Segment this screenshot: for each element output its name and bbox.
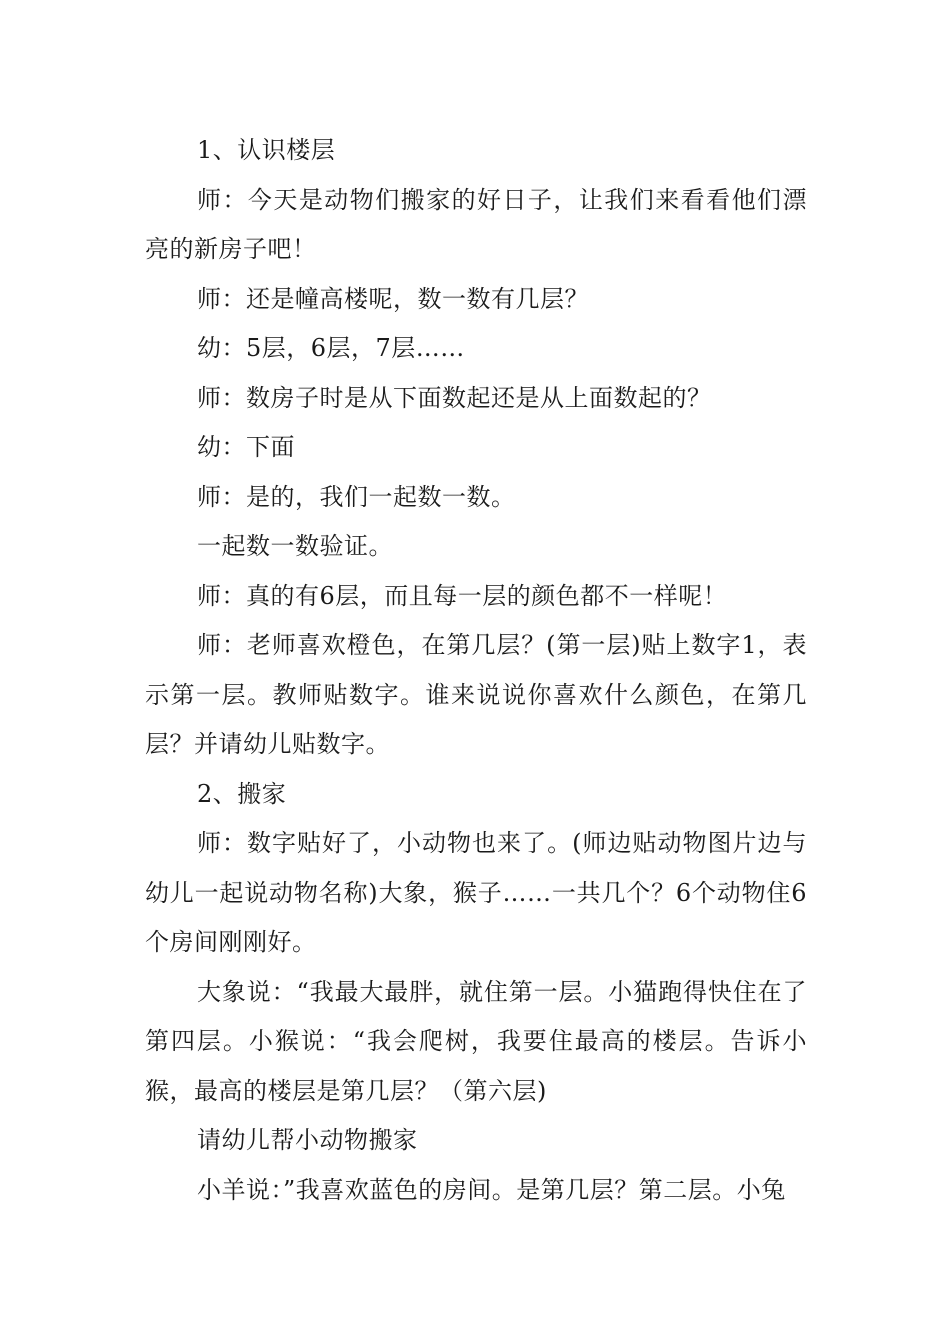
paragraph: 请幼儿帮小动物搬家 bbox=[197, 1126, 418, 1154]
paragraph: 幼：5层，6层，7层…… bbox=[197, 334, 465, 362]
paragraph: 小羊说：”我喜欢蓝色的房间。是第几层？第二层。小兔 bbox=[197, 1175, 786, 1204]
section-heading-recognize-floors: 1、认识楼层 bbox=[197, 136, 336, 164]
paragraph: 一起数一数验证。 bbox=[197, 532, 393, 560]
paragraph: 师：是的，我们一起数一数。 bbox=[197, 482, 516, 511]
paragraph: 师：老师喜欢橙色，在第几层？(第一层)贴上数字1，表示第一层。教师贴数字。谁来说说你喜欢什么颜色，在第几层？并请幼儿贴数字。 bbox=[145, 631, 807, 758]
paragraph: 幼：下面 bbox=[197, 433, 295, 461]
paragraph: 师：今天是动物们搬家的好日子，让我们来看看他们漂亮的新房子吧！ bbox=[145, 185, 807, 263]
document-body bbox=[145, 126, 807, 1215]
section-heading-moving: 2、搬家 bbox=[197, 779, 287, 808]
paragraph: 师：数字贴好了，小动物也来了。(师边贴动物图片边与幼儿一起说动物名称)大象，猴子……一共几个？6个动物住6个房间刚刚好。 bbox=[145, 829, 807, 956]
paragraph: 师：还是幢高楼呢，数一数有几层？ bbox=[197, 284, 589, 313]
paragraph: 师：数房子时是从下面数起还是从上面数起的？ bbox=[197, 383, 712, 412]
paragraph: 大象说：“我最大最胖，就住第一层。小猫跑得快住在了第四层。小猴说：“我会爬树，我要住最高的楼层。告诉小猴，最高的楼层是第几层？（第六层) bbox=[145, 977, 807, 1105]
paragraph: 师：真的有6层，而且每一层的颜色都不一样呢！ bbox=[197, 581, 728, 610]
